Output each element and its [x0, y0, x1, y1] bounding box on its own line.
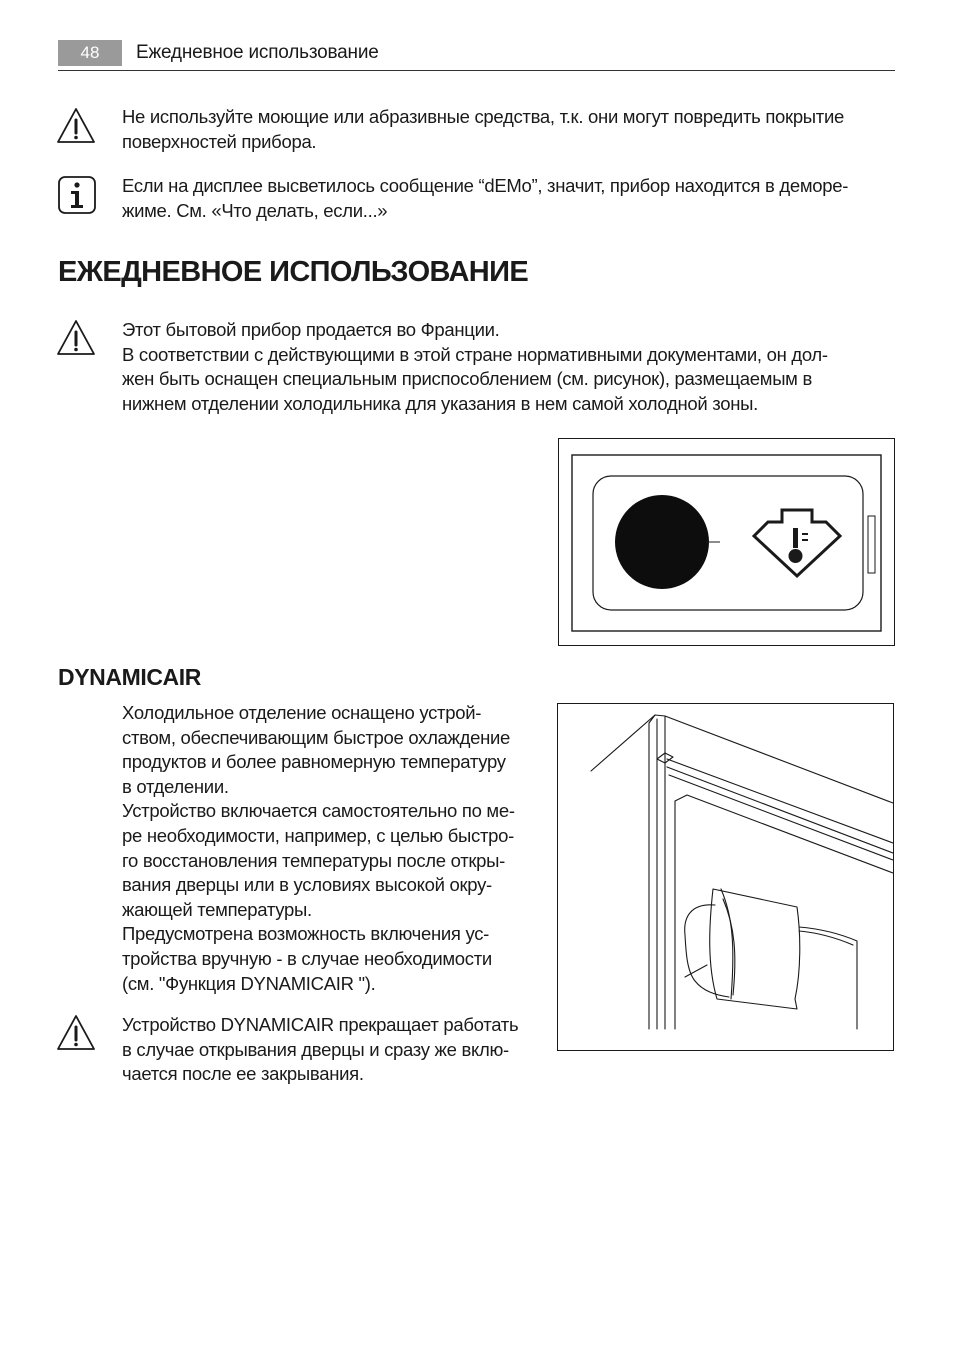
- text-line: ре необходимости, например, с целью быстро-: [122, 824, 514, 846]
- notice-demo-mode: [122, 174, 848, 223]
- text-line: Устройство включается самостоятельно по ме-: [122, 800, 515, 822]
- text-line: продуктов и более равномерную температуру: [122, 751, 506, 773]
- text-line: вания дверцы или в условиях высокой окру-: [122, 874, 492, 896]
- text-line: жиме. См. «Что делать, если...»: [122, 199, 388, 221]
- header-rule: [58, 70, 895, 71]
- header-title: Ежедневное использование: [136, 42, 379, 63]
- text-line: поверхностей прибора.: [122, 130, 317, 152]
- section-heading-dynamicair: DYNAMICAIR: [58, 664, 201, 690]
- text-line: в случае открывания дверцы и сразу же вклю-: [122, 1038, 509, 1060]
- warning-icon: [56, 106, 96, 146]
- text-line: (см. "Функция DYNAMICAIR ").: [122, 972, 376, 994]
- text-line: В соответствии с действующими в этой стране нормативными документами, он дол-: [122, 343, 828, 365]
- text-line: Не используйте моющие или абразивные средства, т.к. они могут повредить покрытие: [122, 106, 844, 127]
- text-line: чается после ее закрывания.: [122, 1063, 364, 1085]
- info-icon: [57, 175, 97, 215]
- page-number: 48: [58, 40, 122, 66]
- text-line: тройства вручную - в случае необходимости: [122, 947, 492, 969]
- indicator-disk: [615, 495, 709, 589]
- text-line: жен быть оснащен специальным приспособлением (см. рисунок), размещаемым в: [122, 368, 812, 390]
- notice-france-regulation: [122, 318, 828, 416]
- text-line: Холодильное отделение оснащено устрой-: [122, 702, 482, 723]
- notice-dynamicair-door: [122, 1013, 518, 1087]
- dynamicair-fan-figure: [557, 703, 894, 1051]
- section-heading-daily-use: ЕЖЕДНЕВНОЕ ИСПОЛЬЗОВАНИЕ: [58, 256, 529, 288]
- notice-cleaning-agents: [122, 105, 844, 154]
- dynamicair-description: [122, 701, 515, 996]
- warning-icon: [56, 318, 96, 358]
- warning-icon: [56, 1013, 96, 1053]
- text-line: нижнем отделении холодильника для указания в нем самой холодной зоны.: [122, 392, 758, 414]
- text-line: Если на дисплее высветилось сообщение “dEMo”, значит, прибор находится в деморе-: [122, 175, 849, 196]
- text-line: в отделении.: [122, 775, 229, 797]
- text-line: жающей температуры.: [122, 898, 312, 920]
- text-line: ством, обеспечивающим быстрое охлаждение: [122, 726, 511, 748]
- text-line: Предусмотрена возможность включения ус-: [122, 923, 489, 945]
- coldest-zone-indicator-figure: [558, 438, 895, 646]
- text-line: го восстановления температуры после откры-: [122, 849, 506, 871]
- text-line: Этот бытовой прибор продается во Франции.: [122, 319, 500, 340]
- text-line: Устройство DYNAMICAIR прекращает работать: [122, 1014, 519, 1035]
